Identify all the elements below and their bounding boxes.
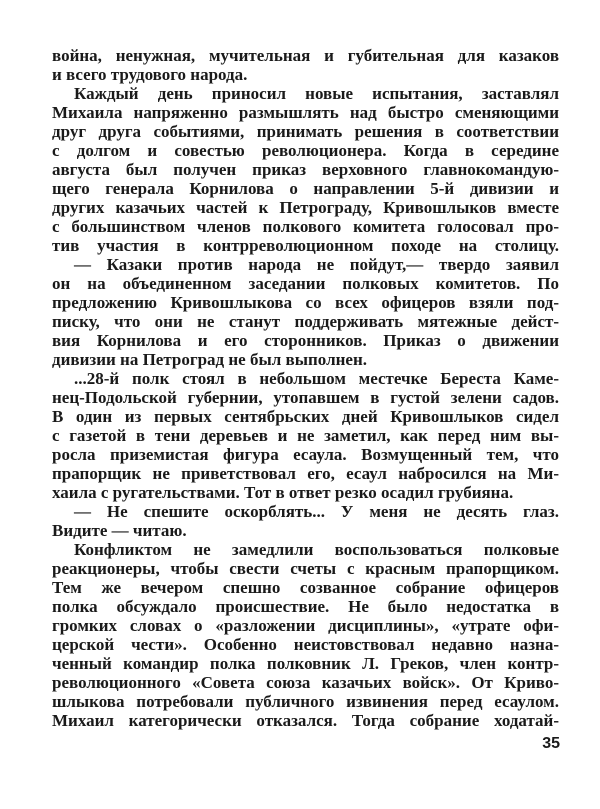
text-line: с газетой в тени деревьев и не заметил, как перед ним вы- [52, 426, 559, 445]
text-line: щего генерала Корнилова о направлении 5-й дивизии и [52, 179, 559, 198]
text-line: — Казаки против народа не пойдут,— твердо заявил [74, 255, 559, 274]
text-line: он на объединенном заседании полковых комитетов. По [52, 274, 559, 293]
text-line: предложению Кривошлыкова со всех офицеров взяли под- [52, 293, 559, 312]
page-body-text [52, 46, 559, 730]
page-number: 35 [542, 735, 560, 752]
text-line: с долгом и совестью революционера. Когда в середине [52, 141, 559, 160]
text-line: и всего трудового народа. [52, 65, 248, 84]
text-line: с большинством членов полкового комитета голосовал про- [52, 217, 559, 236]
text-line: нец-Подольской губернии, утопавшем в густой зелени садов. [52, 388, 559, 407]
text-line: церской чести». Особенно неистовствовал недавно назна- [52, 635, 559, 654]
text-line: полка обсуждало происшествие. Не было недостатка в [52, 597, 559, 616]
text-line: росла приземистая фигура есаула. Возмущенный тем, что [52, 445, 559, 464]
text-line: В один из первых сентябрьских дней Кривошлыков сидел [52, 407, 559, 426]
text-line: ченный командир полка полковник Л. Греков, член контр- [52, 654, 559, 673]
text-line: революционного «Совета союза казачьих войск». От Криво- [52, 673, 559, 692]
text-line: ...28-й полк стоял в небольшом местечке Береста Каме- [74, 369, 559, 388]
text-line: писку, что они не станут поддерживать мятежные дейст- [52, 312, 559, 331]
text-line: августа был получен приказ верховного главнокомандую- [52, 160, 559, 179]
text-line: шлыкова потребовали публичного извинения перед есаулом. [52, 692, 559, 711]
text-line: Михаил категорически отказался. Тогда собрание ходатай- [52, 711, 559, 730]
text-line: Конфликтом не замедлили воспользоваться полковые [74, 540, 559, 559]
text-line: вия Корнилова и его сторонников. Приказ о движении [52, 331, 559, 350]
text-line: тив участия в контрреволюционном походе на столицу. [52, 236, 559, 255]
text-line: дивизии на Петроград не был выполнен. [52, 350, 367, 369]
text-line: хаила с ругательствами. Тот в ответ резко осадил грубияна. [52, 483, 514, 502]
text-line: других казачьих частей к Петрограду, Кривошлыков вместе [52, 198, 559, 217]
text-line: — Не спешите оскорблять... У меня не десять глаз. [74, 502, 559, 521]
text-line: Каждый день приносил новые испытания, заставлял [74, 84, 559, 103]
text-line: Видите — читаю. [52, 521, 187, 540]
text-line: друг друга событиями, принимать решения в соответствии [52, 122, 559, 141]
text-line: прапорщик не приветствовал его, есаул набросился на Ми- [52, 464, 559, 483]
text-line: громких словах о «разложении дисциплины», «утрате офи- [52, 616, 559, 635]
text-line: Тем же вечером спешно созванное собрание офицеров [52, 578, 559, 597]
text-line: Михаила напряженно размышлять над быстро сменяющими [52, 103, 559, 122]
text-line: реакционеры, чтобы свести счеты с красным прапорщиком. [52, 559, 559, 578]
text-line: война, ненужная, мучительная и губительная для казаков [52, 46, 559, 65]
